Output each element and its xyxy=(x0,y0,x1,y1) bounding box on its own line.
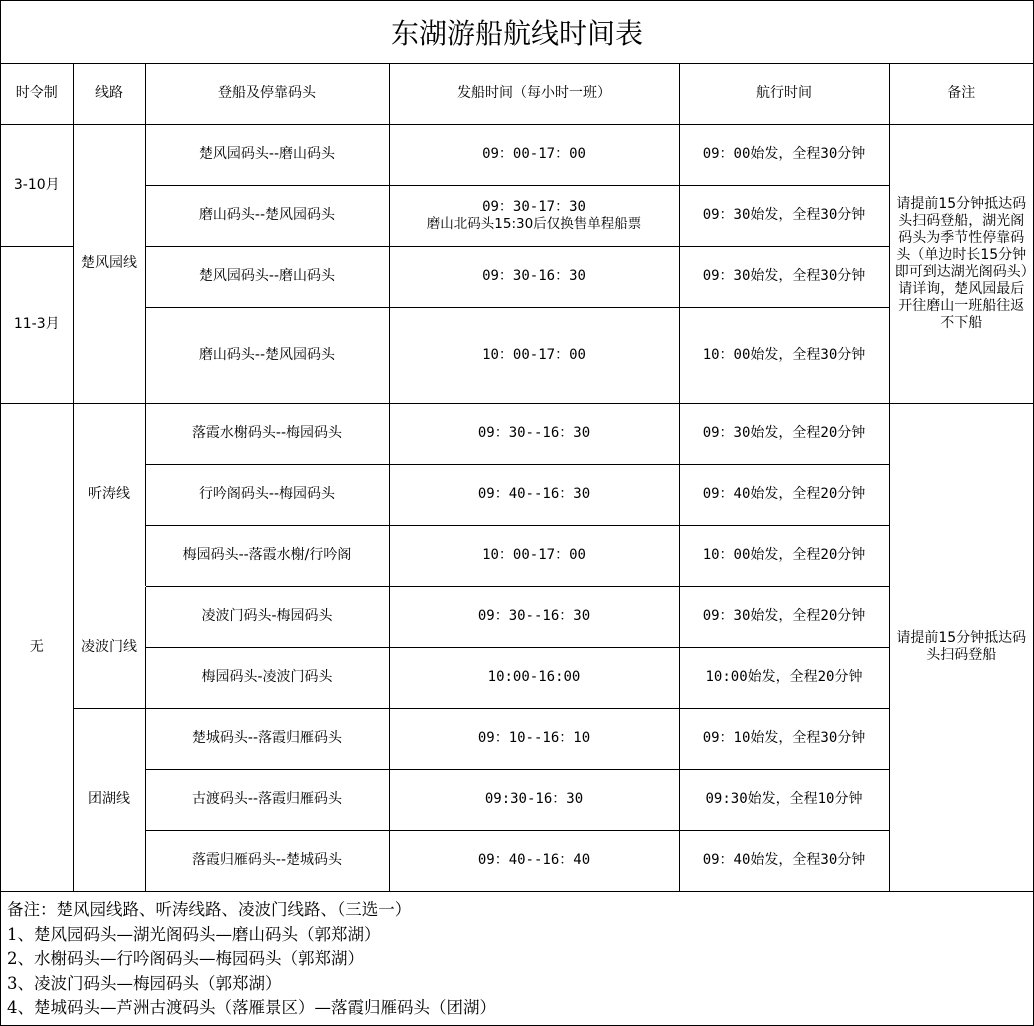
duration-cell: 09：40始发，全程30分钟 xyxy=(679,830,889,891)
departure-cell: 09：10--16：10 xyxy=(389,708,679,769)
remark-cell: 请提前15分钟抵达码头扫码登船 xyxy=(889,403,1033,891)
header-row xyxy=(1,63,1033,124)
remark-cell: 请提前15分钟抵达码头扫码登船，湖光阁码头为季节性停靠码头（单边时长15分钟即可到达湖光阁码头）请详询，楚风园最后开往磨山一班船往返不下船 xyxy=(889,124,1033,403)
departure-cell: 09：30--16：30 xyxy=(389,586,679,647)
season-cell: 11-3月 xyxy=(1,246,73,403)
footer-notes xyxy=(1,891,1033,1025)
route-cell: 梅园码头-凌波门码头 xyxy=(145,647,389,708)
duration-cell: 09：30始发，全程20分钟 xyxy=(679,403,889,464)
table-row xyxy=(1,124,1033,185)
route-cell: 梅园码头--落霞水榭/行吟阁 xyxy=(145,525,389,586)
table-row xyxy=(1,769,1033,830)
route-cell: 磨山码头--楚风园码头 xyxy=(145,307,389,403)
table-row xyxy=(1,708,1033,769)
table-row xyxy=(1,525,1033,586)
season-cell: 3-10月 xyxy=(1,124,73,246)
route-cell: 楚城码头--落霞归雁码头 xyxy=(145,708,389,769)
departure-cell: 09:30-16：30 xyxy=(389,769,679,830)
departure-cell: 09：30-16：30 xyxy=(389,246,679,307)
departure-cell: 09：40--16：30 xyxy=(389,464,679,525)
header-duration: 航行时间 xyxy=(679,63,889,124)
duration-cell: 09：10始发，全程30分钟 xyxy=(679,708,889,769)
header-line: 线路 xyxy=(73,63,145,124)
table-row xyxy=(1,307,1033,403)
line-cell: 听涛线 xyxy=(73,403,145,586)
table-row xyxy=(1,464,1033,525)
route-cell: 落霞水榭码头--梅园码头 xyxy=(145,403,389,464)
table-row xyxy=(1,830,1033,891)
route-cell: 落霞归雁码头--楚城码头 xyxy=(145,830,389,891)
footer-line: 备注：楚风园线路、听涛线路、凌波门线路、（三选一） xyxy=(7,900,412,919)
page-title: 东湖游船航线时间表 xyxy=(1,1,1033,64)
duration-cell: 10：00始发，全程30分钟 xyxy=(679,307,889,403)
footer-line: 4、楚城码头—芦洲古渡码头（落雁景区）—落霞归雁码头（团湖） xyxy=(7,998,496,1018)
table-row xyxy=(1,586,1033,647)
table-row xyxy=(1,246,1033,307)
route-cell: 磨山码头--楚风园码头 xyxy=(145,185,389,246)
duration-cell: 10：00始发，全程20分钟 xyxy=(679,525,889,586)
header-route: 登船及停靠码头 xyxy=(145,63,389,124)
route-cell: 古渡码头--落霞归雁码头 xyxy=(145,769,389,830)
departure-cell: 09：00-17：00 xyxy=(389,124,679,185)
route-cell: 凌波门码头-梅园码头 xyxy=(145,586,389,647)
footer-line: 3、凌波门码头—梅园码头（郭郑湖） xyxy=(7,973,282,993)
duration-cell: 09：30始发，全程30分钟 xyxy=(679,246,889,307)
departure-cell: 09：40--16：40 xyxy=(389,830,679,891)
season-cell: 无 xyxy=(1,403,73,891)
footer-line: 1、楚风园码头—湖光阁码头—磨山码头（郭郑湖） xyxy=(7,924,381,944)
header-remark: 备注 xyxy=(889,63,1033,124)
departure-cell xyxy=(389,185,679,246)
line-cell: 楚风园线 xyxy=(73,124,145,403)
departure-cell: 10：00-17：00 xyxy=(389,307,679,403)
departure-cell: 09：30--16：30 xyxy=(389,403,679,464)
departure-time: 09：30-17：30 xyxy=(482,198,586,215)
table-row xyxy=(1,403,1033,464)
duration-cell: 10:00始发，全程20分钟 xyxy=(679,647,889,708)
departure-cell: 10:00-16:00 xyxy=(389,647,679,708)
route-cell: 行吟阁码头--梅园码头 xyxy=(145,464,389,525)
duration-cell: 09：30始发，全程30分钟 xyxy=(679,185,889,246)
duration-cell: 09：40始发，全程20分钟 xyxy=(679,464,889,525)
line-cell: 凌波门线 xyxy=(73,586,145,708)
route-cell: 楚风园码头--磨山码头 xyxy=(145,124,389,185)
duration-cell: 09：00始发，全程30分钟 xyxy=(679,124,889,185)
route-cell: 楚风园码头--磨山码头 xyxy=(145,246,389,307)
duration-cell: 09：30始发，全程20分钟 xyxy=(679,586,889,647)
header-season: 时令制 xyxy=(1,63,73,124)
line-cell: 团湖线 xyxy=(73,708,145,891)
table-row xyxy=(1,647,1033,708)
table-row xyxy=(1,185,1033,246)
timetable-grid xyxy=(1,63,1033,892)
departure-note: 磨山北码头15:30后仅换售单程船票 xyxy=(426,215,642,232)
footer-line: 2、水榭码头—行吟阁码头—梅园码头（郭郑湖） xyxy=(7,949,364,969)
duration-cell: 09:30始发，全程10分钟 xyxy=(679,769,889,830)
header-departure: 发船时间（每小时一班） xyxy=(389,63,679,124)
departure-cell: 10：00-17：00 xyxy=(389,525,679,586)
